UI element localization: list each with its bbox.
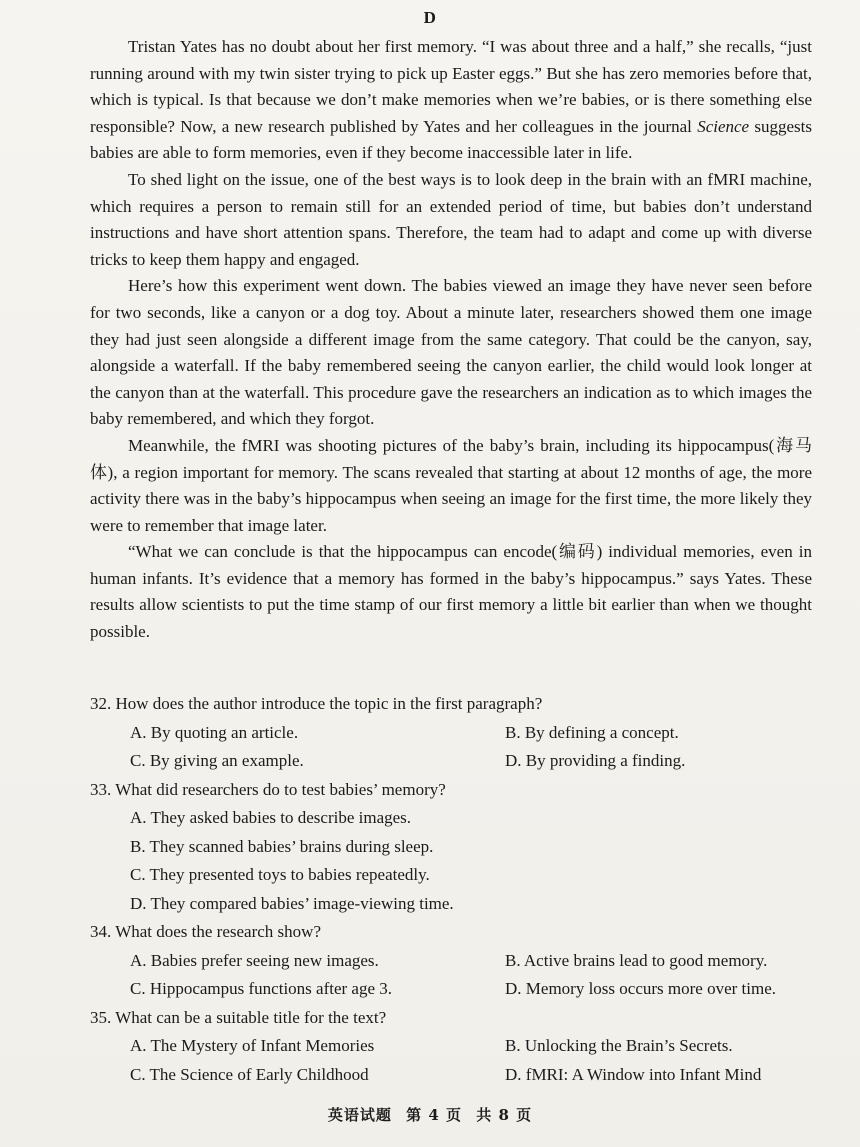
option-group [90,719,812,776]
footer-total-pages: 共 8 页 [476,1106,533,1124]
journal-name: Science [697,116,750,136]
option-group [90,804,812,918]
paragraph-2: To shed light on the issue, one of the best ways is to look deep in the brain with an fMRI machine, which requires a person to remain still for an extended period of time, but babies don’t understand instructions and have short attention spans. Therefore, the team had to adapt and come up with diverse tricks to keep them happy and engaged. [90,169,812,269]
question-stem: 32. How does the author introduce the topic in the first paragraph? [90,694,543,713]
question-33 [90,776,812,919]
question-35 [90,1004,812,1090]
question-stem: 35. What can be a suitable title for the text? [90,1007,387,1027]
question-34 [90,918,812,1004]
option-a[interactable]: A. The Mystery of Infant Memories [130,1036,375,1055]
reading-passage [90,34,812,646]
paragraph-5: “What we can conclude is that the hippocampus can encode(编码) individual memories, even in human infants. It’s evidence that a memory has formed in the baby’s hippocampus.” says Yates. These results allow scientists to put the time stamp of our first memory a little bit earlier than when we thought possible. [90,542,812,642]
question-stem: 33. What did researchers do to test babies’ memory? [90,779,446,799]
option-b[interactable]: B. Unlocking the Brain’s Secrets. [505,1036,733,1055]
option-c[interactable]: C. Hippocampus functions after age 3. [130,979,393,998]
paragraph-4: Meanwhile, the fMRI was shooting pictures of the baby’s brain, including its hippocampus(海马体), a region important for memory. The scans revealed that starting at about 12 months of age, the more activity there was in the baby’s hippocampus when seeing an image for the first time, the more likely they were to remember that image later. [90,435,812,535]
footer-subject: 英语试题 [327,1106,392,1124]
option-b[interactable]: B. Active brains lead to good memory. [505,950,768,970]
option-c[interactable]: C. By giving an example. [130,751,304,770]
question-stem: 34. What does the research show? [90,922,321,941]
option-b[interactable]: B. They scanned babies’ brains during sleep. [130,836,434,856]
question-32 [90,690,812,776]
footer-page-number: 第 4 页 [406,1106,462,1124]
option-group [90,1032,812,1089]
option-a[interactable]: A. By quoting an article. [130,722,299,742]
option-d[interactable]: D. Memory loss occurs more over time. [505,979,776,998]
option-group [90,947,812,1004]
paragraph-1-text-b: suggests babies are able to form memories, even if they become inaccessible later in life. [90,116,812,163]
option-d[interactable]: D. fMRI: A Window into Infant Mind [505,1064,762,1084]
option-d[interactable]: D. By providing a finding. [505,751,686,770]
section-heading: D [423,8,437,27]
option-c[interactable]: C. The Science of Early Childhood [130,1064,369,1084]
question-list [90,690,812,1089]
option-d[interactable]: D. They compared babies’ image-viewing time. [130,893,454,913]
option-c[interactable]: C. They presented toys to babies repeatedly. [130,865,430,884]
option-b[interactable]: B. By defining a concept. [505,722,679,742]
paragraph-3: Here’s how this experiment went down. The babies viewed an image they have never seen before for two seconds, like a canyon or a dog toy. About a minute later, researchers showed them one image they had just seen alongside a different image from the same category. That could be the canyon, say, alongside a waterfall. If the baby remembered seeing the canyon earlier, the child would look longer at the canyon than at the waterfall. This procedure gave the researchers an indication as to which images the baby remembered, and which they forgot. [90,276,812,429]
page-footer [0,1104,860,1125]
paragraph-1 [90,34,812,167]
paragraph-1-text-a: Tristan Yates has no doubt about her first memory. “I was about three and a half,” she recalls, “just running around with my twin sister trying to pick up Easter eggs.” But she has zero memories before that, which is typical. Is that because we don’t make memories when we’re babies, or is there something else responsible? Now, a new research published by Yates and her colleagues in the journal [90,37,812,136]
option-a[interactable]: A. Babies prefer seeing new images. [130,950,379,970]
option-a[interactable]: A. They asked babies to describe images. [130,808,412,827]
